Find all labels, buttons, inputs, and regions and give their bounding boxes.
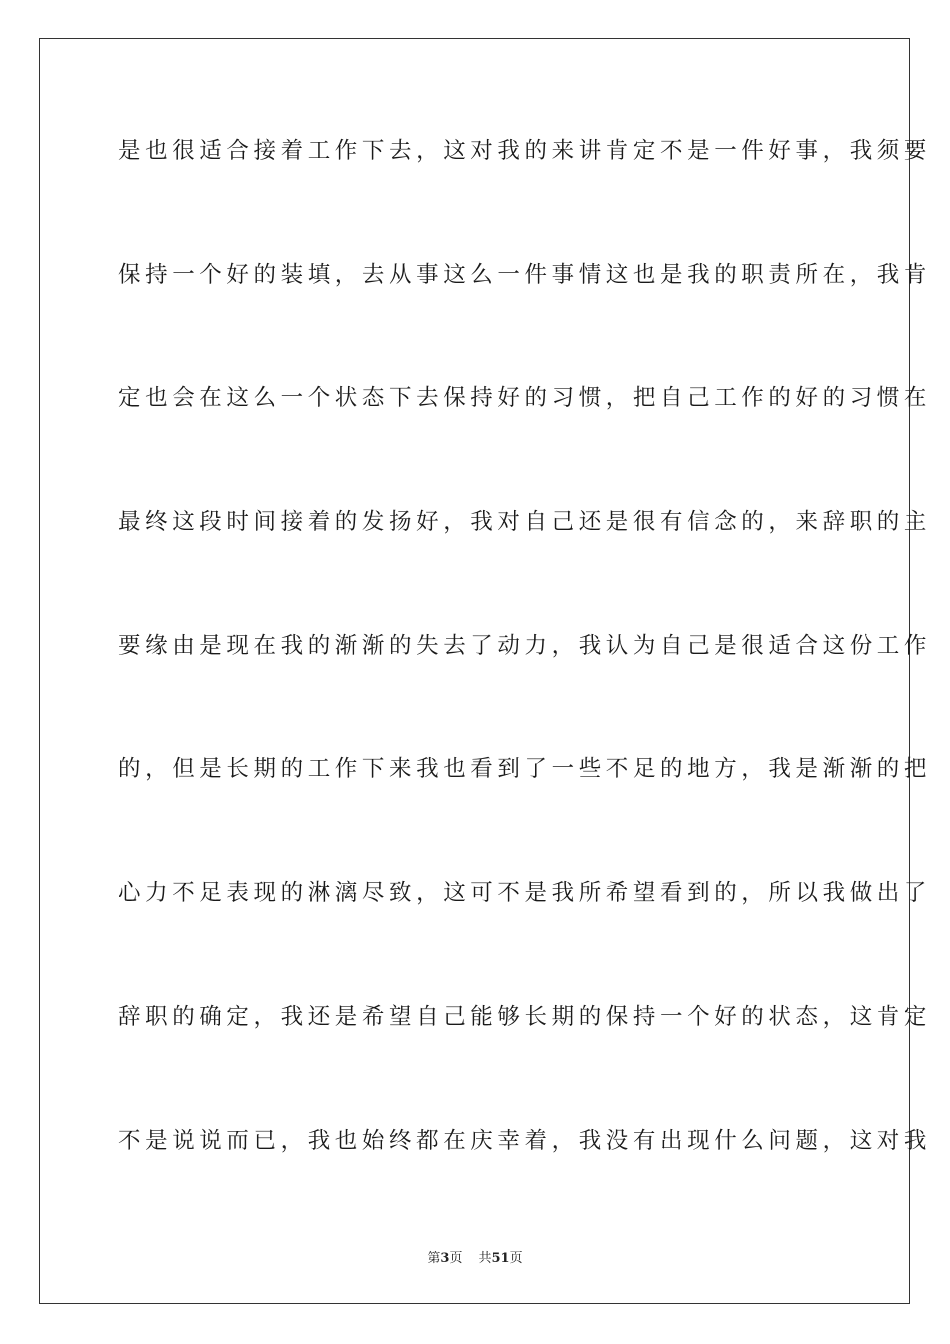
total-pages-label: 共51页 [478, 1251, 523, 1266]
text-line: 最终这段时间接着的发扬好，我对自己还是很有信念的，来辞职的主 [118, 509, 932, 536]
text-line: 的，但是长期的工作下来我也看到了一些不足的地方，我是渐渐的把 [118, 756, 932, 783]
text-line: 心力不足表现的淋漓尽致，这可不是我所希望看到的，所以我做出了 [118, 880, 932, 907]
page-number-label: 第3页 [427, 1251, 463, 1266]
text-line: 是也很适合接着工作下去，这对我的来讲肯定不是一件好事，我须要 [118, 138, 932, 164]
text-line: 要缘由是现在我的渐渐的失去了动力，我认为自己是很适合这份工作 [118, 632, 932, 659]
page-footer [0, 1247, 950, 1266]
document-body [118, 131, 932, 1244]
text-line: 定也会在这么一个状态下去保持好的习惯，把自己工作的好的习惯在 [118, 385, 932, 412]
text-line: 辞职的确定，我还是希望自己能够长期的保持一个好的状态，这肯定 [118, 1003, 932, 1030]
text-line: 不是说说而已，我也始终都在庆幸着，我没有出现什么问题，这对我 [118, 1127, 932, 1154]
text-line: 保持一个好的装填，去从事这么一件事情这也是我的职责所在，我肯 [118, 261, 932, 288]
page-number: 3 [440, 1251, 450, 1266]
total-pages: 51 [491, 1251, 510, 1266]
